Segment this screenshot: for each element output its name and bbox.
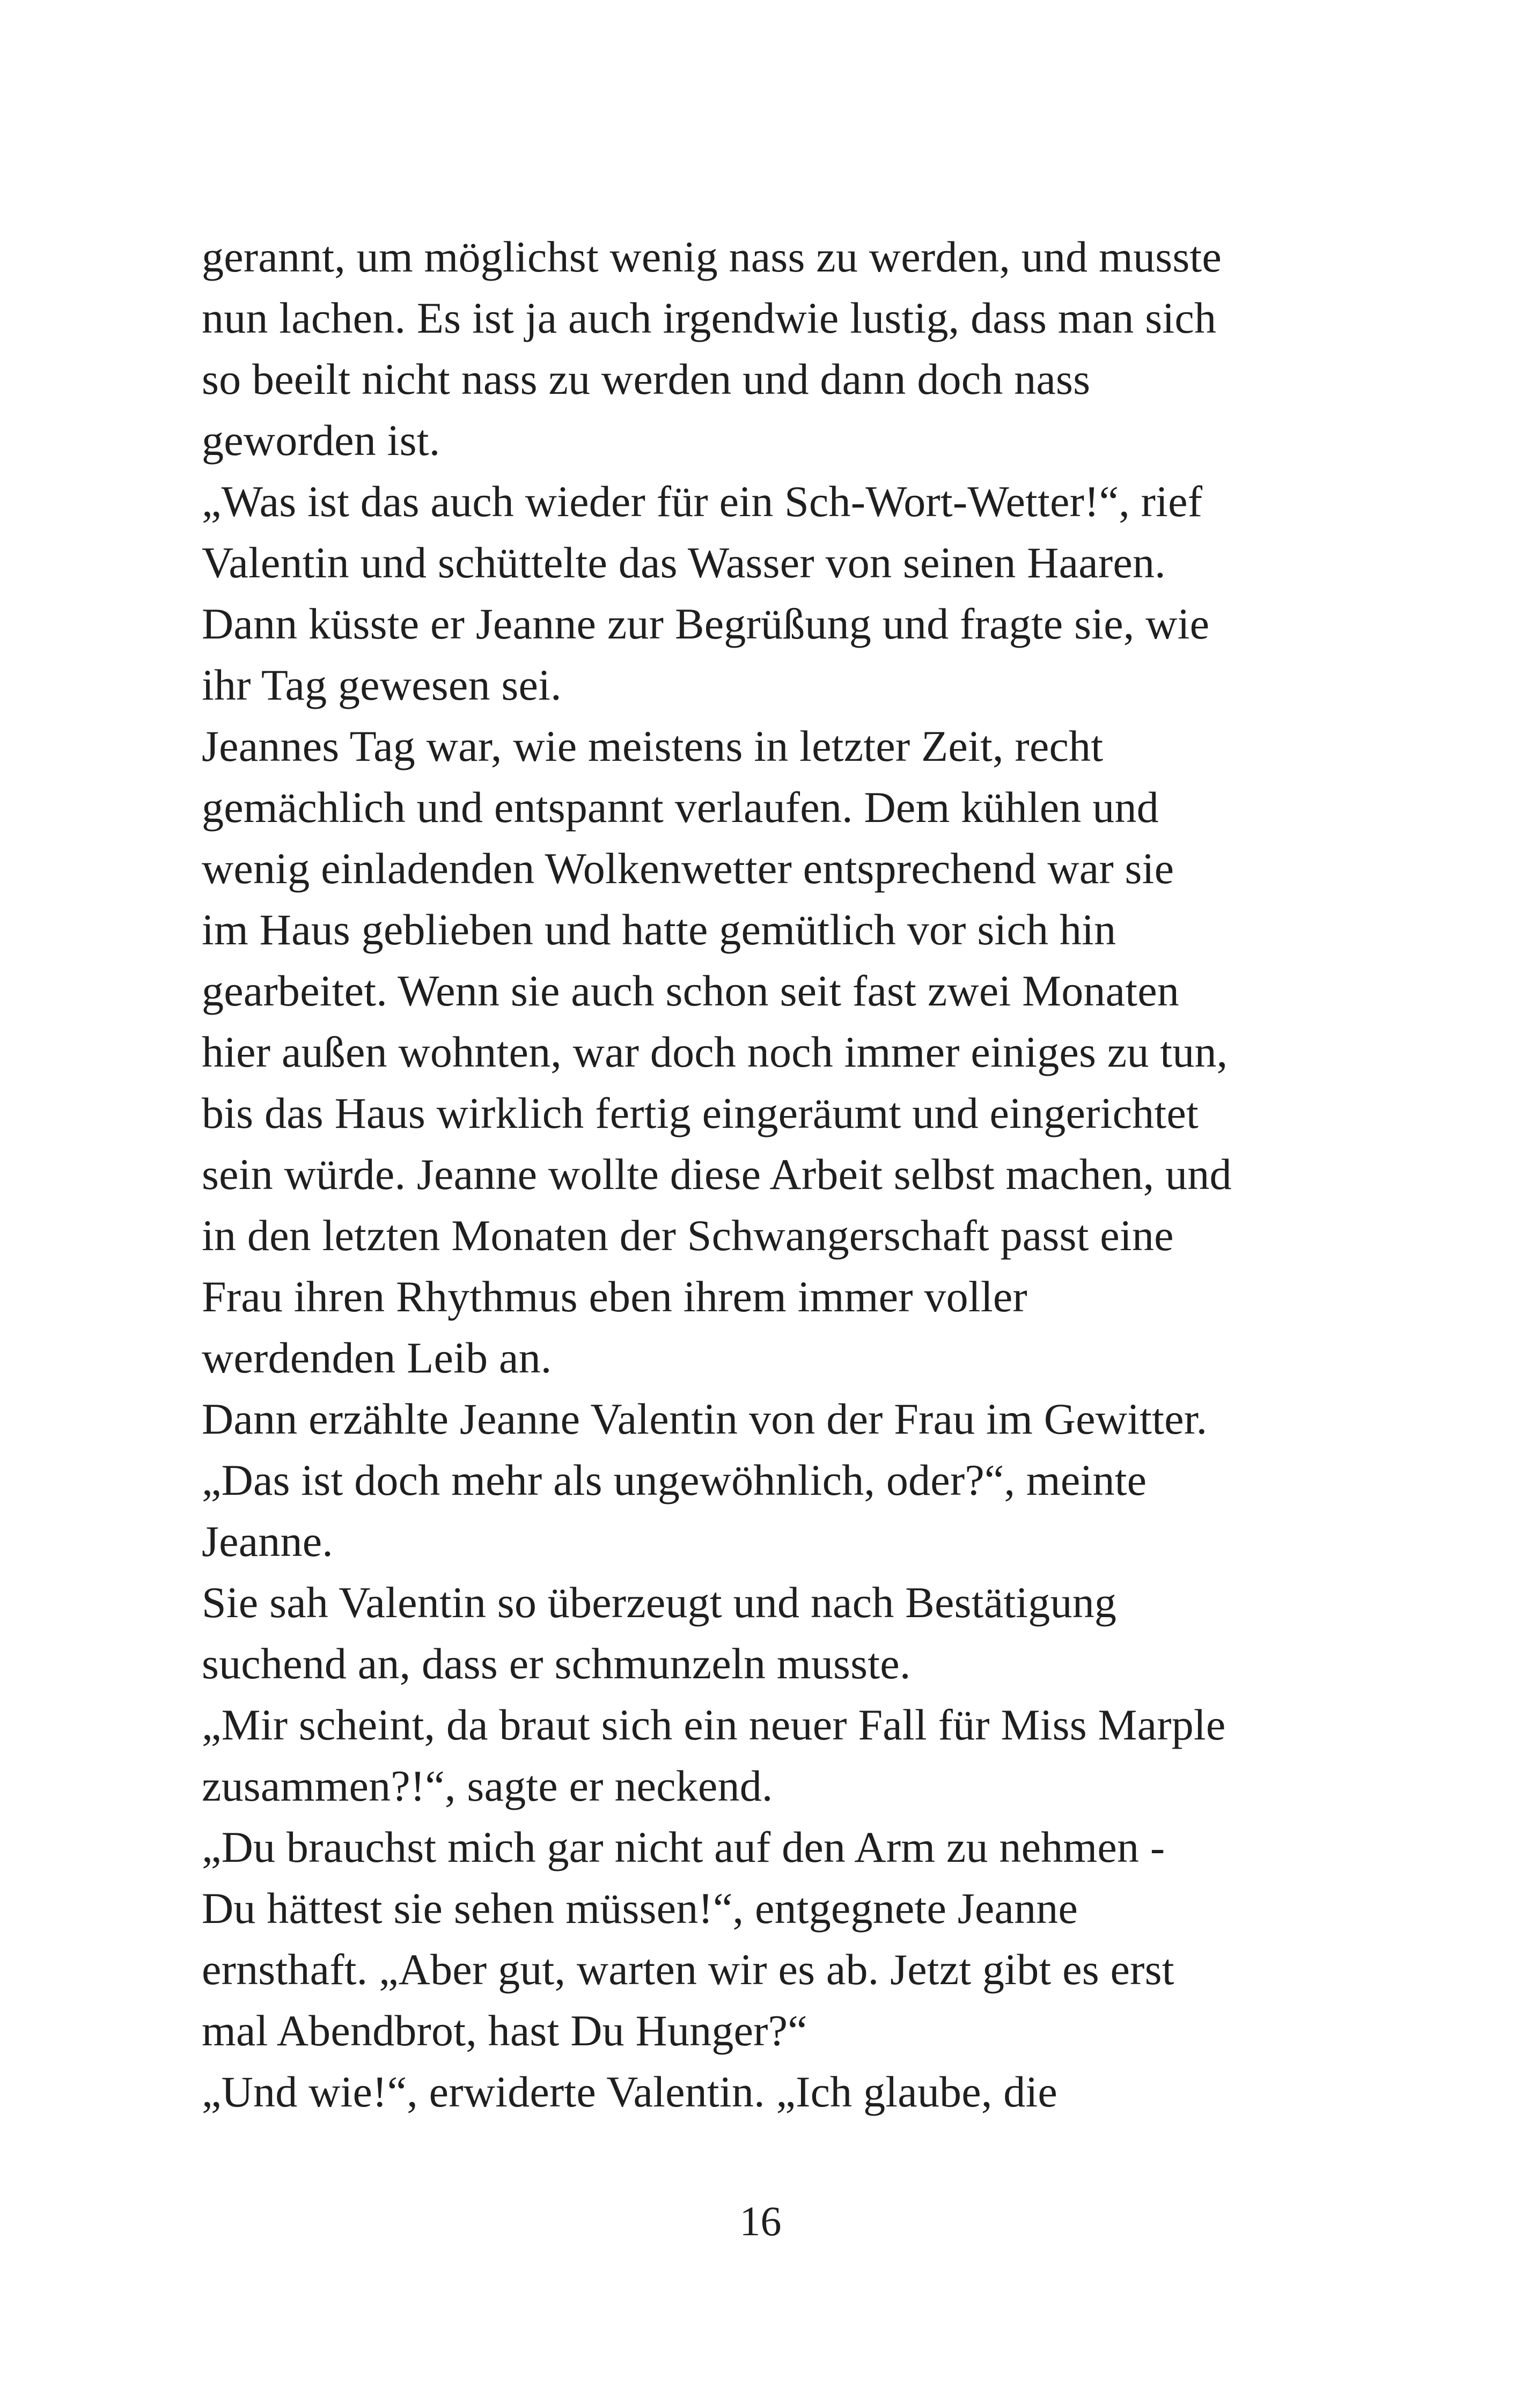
page-number: 16 (739, 2198, 782, 2244)
text-line-7: Dann küsste er Jeanne zur Begrüßung und fragte sie, wie (202, 599, 1210, 648)
text-line-14: hier außen wohnten, war doch noch immer einiges zu tun, (202, 1027, 1228, 1076)
text-line-8: ihr Tag gewesen sei. (202, 660, 562, 709)
text-line-20: Dann erzählte Jeanne Valentin von der Frau im Gewitter. (202, 1394, 1208, 1443)
text-line-30: mal Abendbrot, hast Du Hunger?“ (202, 2006, 807, 2055)
text-line-3: so beeilt nicht nass zu werden und dann doch nass (202, 355, 1091, 403)
text-line-24: suchend an, dass er schmunzeln musste. (202, 1639, 911, 1688)
text-line-12: im Haus geblieben und hatte gemütlich vor sich hin (202, 905, 1116, 954)
text-line-21: „Das ist doch mehr als ungewöhnlich, oder?“, meinte (202, 1456, 1147, 1504)
text-line-2: nun lachen. Es ist ja auch irgendwie lustig, dass man sich (202, 293, 1217, 342)
text-line-13: gearbeitet. Wenn sie auch schon seit fast zwei Monaten (202, 966, 1180, 1015)
text-line-26: zusammen?!“, sagte er neckend. (202, 1761, 773, 1810)
text-line-5: „Was ist das auch wieder für ein Sch-Wort-Wetter!“, rief (202, 477, 1203, 526)
text-line-17: in den letzten Monaten der Schwangerschaft passt eine (202, 1211, 1174, 1260)
text-line-19: werdenden Leib an. (202, 1333, 552, 1382)
text-line-1: gerannt, um möglichst wenig nass zu werden, und musste (202, 232, 1222, 281)
text-line-9: Jeannes Tag war, wie meistens in letzter Zeit, recht (202, 722, 1104, 770)
text-line-10: gemächlich und entspannt verlaufen. Dem kühlen und (202, 783, 1159, 832)
text-line-29: ernsthaft. „Aber gut, warten wir es ab. Jetzt gibt es erst (202, 1945, 1174, 1994)
text-line-16: sein würde. Jeanne wollte diese Arbeit selbst machen, und (202, 1150, 1232, 1199)
text-line-27: „Du brauchst mich gar nicht auf den Arm zu nehmen - (202, 1823, 1165, 1871)
text-line-6: Valentin und schüttelte das Wasser von seinen Haaren. (202, 538, 1166, 587)
text-line-22: Jeanne. (202, 1517, 333, 1566)
text-line-11: wenig einladenden Wolkenwetter entsprechend war sie (202, 844, 1174, 893)
text-line-31: „Und wie!“, erwiderte Valentin. „Ich glaube, die (202, 2067, 1058, 2116)
text-line-23: Sie sah Valentin so überzeugt und nach Bestätigung (202, 1578, 1117, 1627)
text-line-18: Frau ihren Rhythmus eben ihrem immer voller (202, 1272, 1027, 1321)
text-line-15: bis das Haus wirklich fertig eingeräumt und eingerichtet (202, 1089, 1199, 1137)
text-line-4: geworden ist. (202, 416, 440, 465)
text-line-25: „Mir scheint, da braut sich ein neuer Fall für Miss Marple (202, 1700, 1226, 1749)
text-line-28: Du hättest sie sehen müssen!“, entgegnete Jeanne (202, 1884, 1078, 1933)
body-text (202, 226, 1339, 2123)
